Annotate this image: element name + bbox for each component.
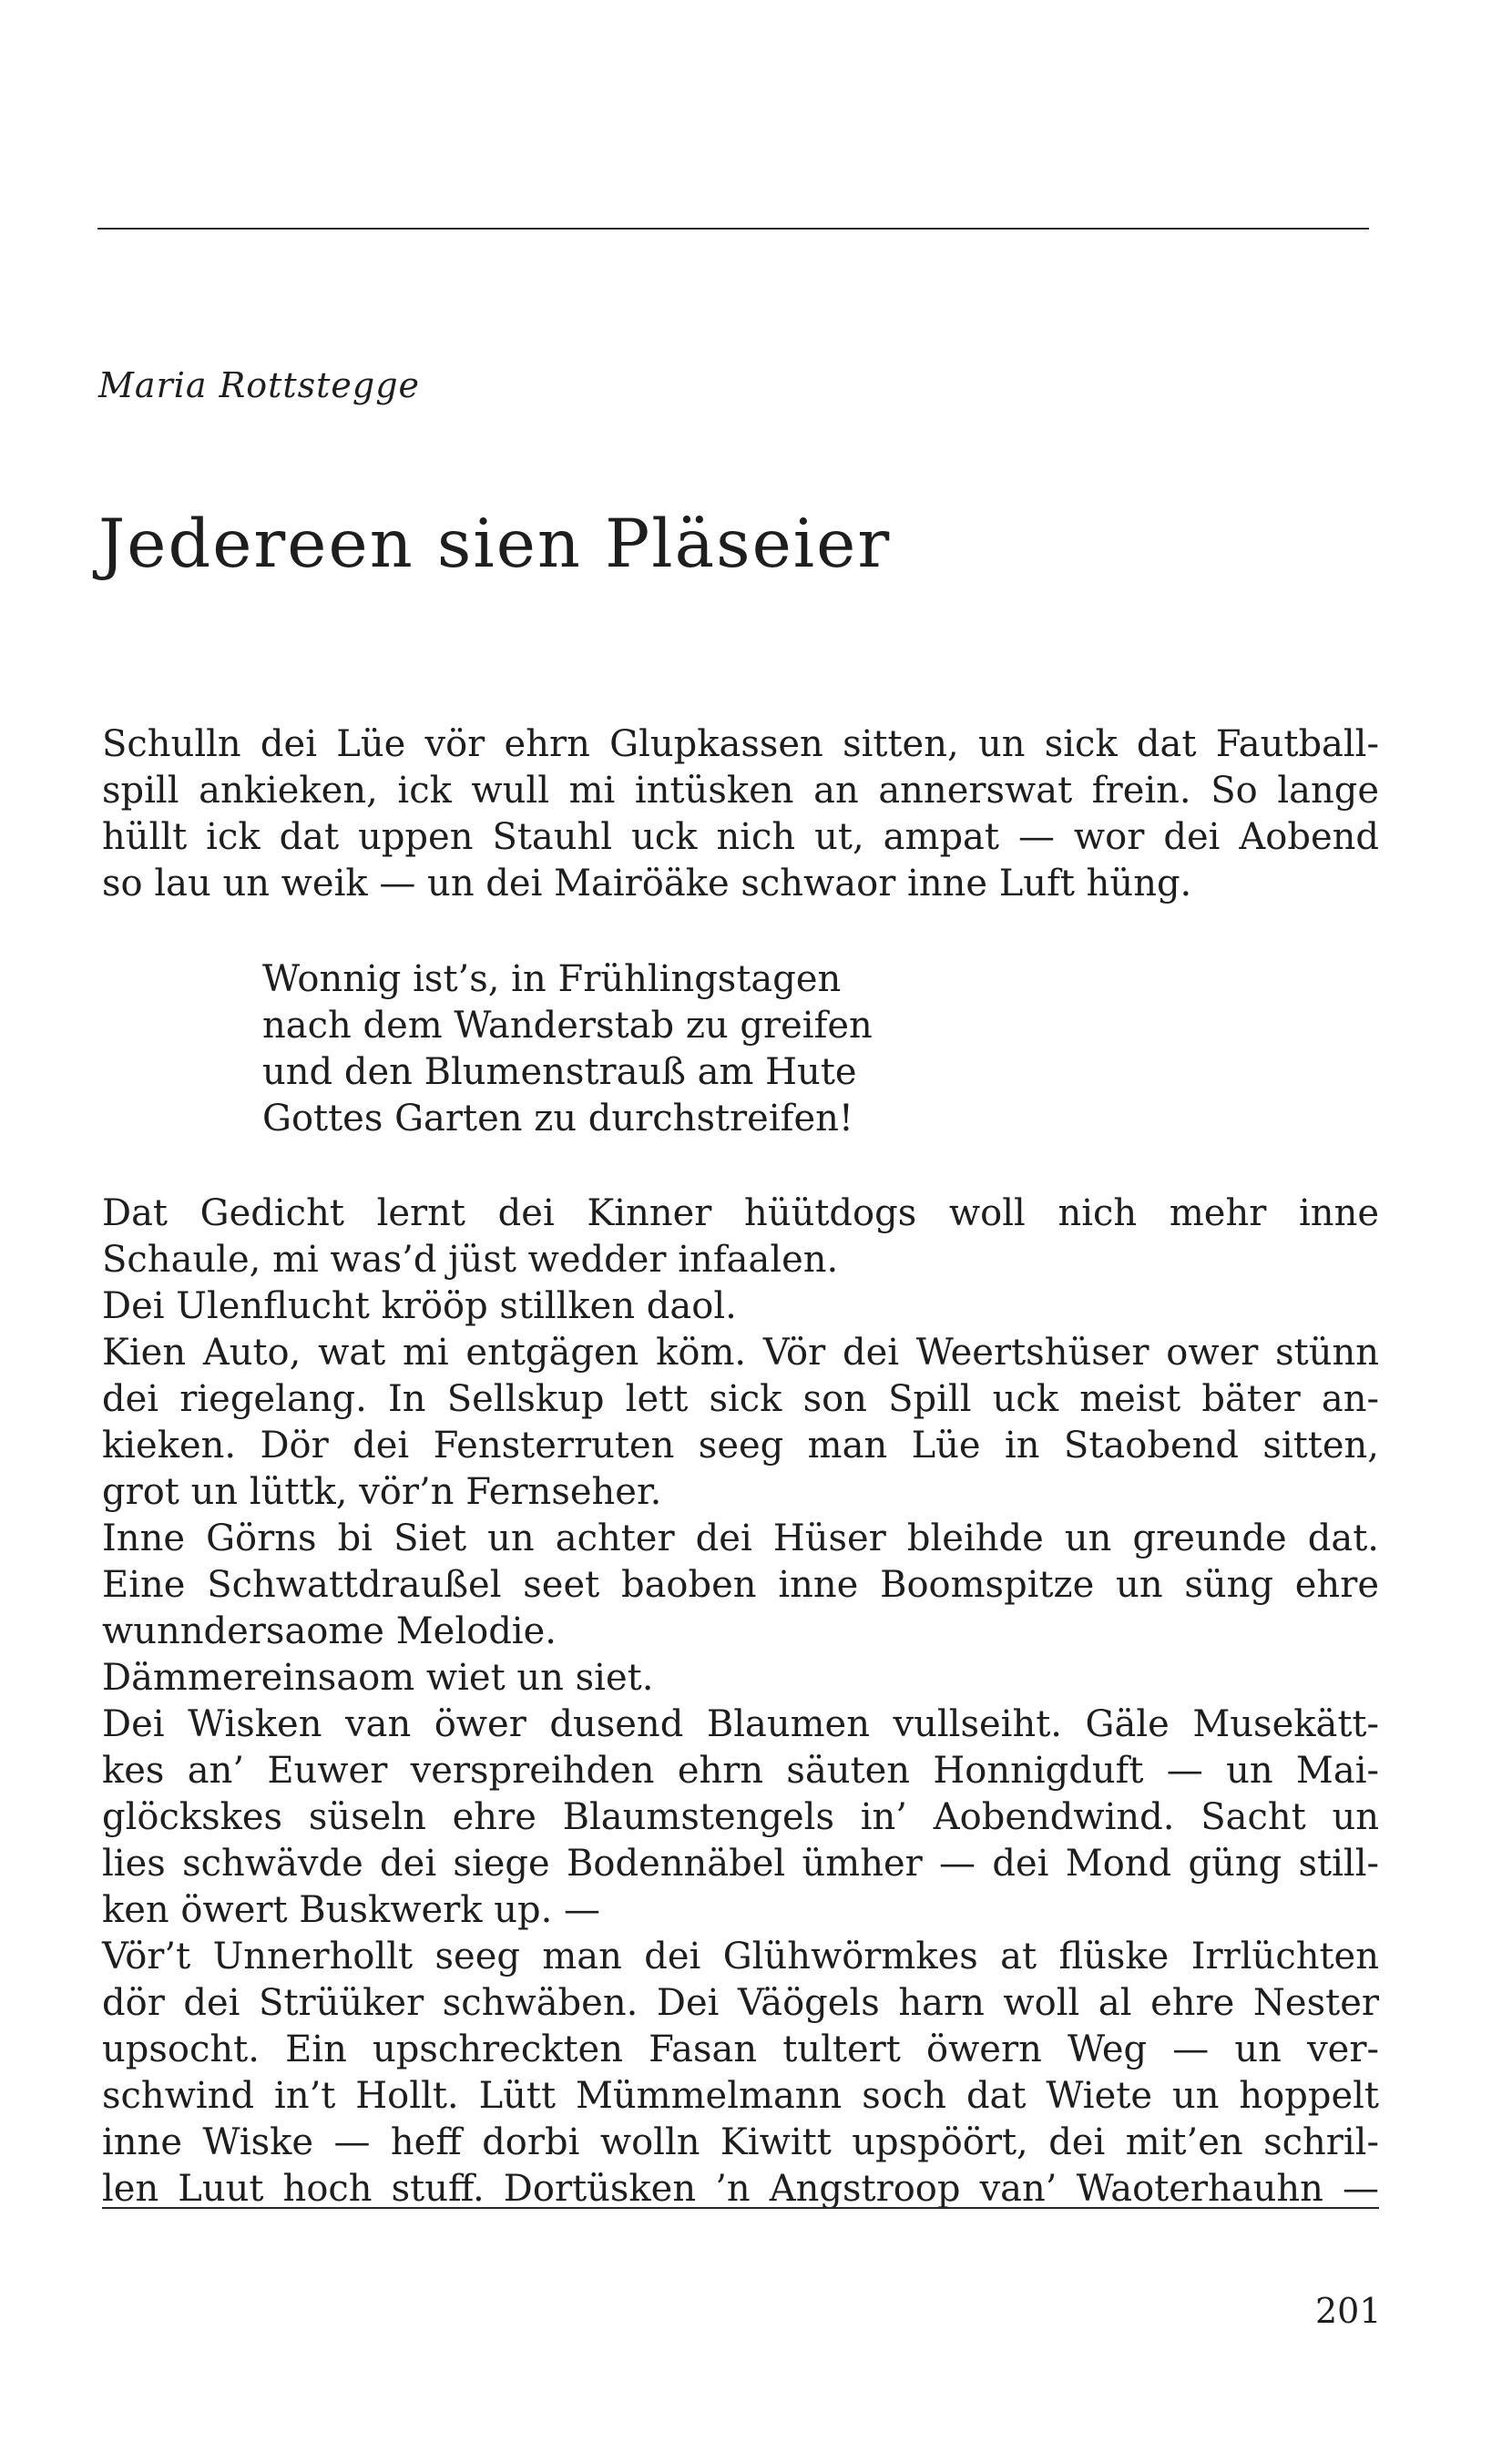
page-number: 201: [1315, 2291, 1382, 2331]
text-line: Schaule, mi was’d jüst wedder infaalen.: [102, 1239, 839, 1281]
author-name: Maria Rottstegge: [98, 365, 421, 405]
text-line: Dei Ulenflucht krööp stillken daol.: [102, 1285, 737, 1327]
text-line: dör dei Strüüker schwäben. Dei Väögels harn woll al ehre Nester: [102, 1982, 1379, 2024]
text-line: len Luut hoch stuff. Dortüsken ’n Angstroop van’ Waoterhauhn —: [102, 2168, 1379, 2210]
text-line: Dei Wisken van öwer dusend Blaumen vullseiht. Gäle Musekätt-: [102, 1703, 1379, 1745]
text-line: lies schwävde dei siege Bodennäbel ümher — dei Mond güng still-: [102, 1843, 1379, 1885]
poem-line: nach dem Wanderstab zu greifen: [262, 1005, 873, 1047]
text-line: ken öwert Buskwerk up. —: [102, 1889, 600, 1931]
text-line: Kien Auto, wat mi entgägen köm. Vör dei Weertshüser ower stünn: [102, 1332, 1379, 1374]
text-line: hüllt ick dat uppen Stauhl uck nich ut, ampat — wor dei Aobend: [102, 816, 1379, 858]
page-title: Jedereen sien Pläseier: [98, 506, 892, 583]
text-line: dei riegelang. In Sellskup lett sick son Spill uck meist bäter an-: [102, 1378, 1379, 1420]
top-rule: [97, 228, 1369, 230]
main-paragraph: [102, 1191, 1379, 2213]
poem-line: und den Blumenstrauß am Hute: [262, 1051, 857, 1093]
text-line: Eine Schwattdraußel seet baoben inne Boomspitze un süng ehre: [102, 1564, 1379, 1606]
text-line: glöckskes süseln ehre Blaumstengels in’ Aobendwind. Sacht un: [102, 1796, 1379, 1838]
text-line: Dat Gedicht lernt dei Kinner hüütdogs woll nich mehr inne: [102, 1192, 1379, 1234]
text-line: so lau un weik — un dei Mairöäke schwaor inne Luft hüng.: [102, 863, 1192, 904]
text-line: upsocht. Ein upschreckten Fasan tultert öwern Weg — un ver-: [102, 2029, 1379, 2070]
text-line: Dämmereinsaom wiet un siet.: [102, 1657, 654, 1699]
text-line: Vör’t Unnerhollt seeg man dei Glühwörmkes at flüske Irrlüchten: [102, 1936, 1379, 1978]
text-line: kieken. Dör dei Fensterruten seeg man Lüe in Staobend sitten,: [102, 1425, 1379, 1467]
poem-line: Wonnig ist’s, in Frühlingstagen: [262, 958, 842, 1000]
text-line: inne Wiske — heff dorbi wolln Kiwitt upspöört, dei mit’en schril-: [102, 2121, 1379, 2163]
text-line: grot un lüttk, vör’n Fernseher.: [102, 1471, 662, 1513]
poem-line: Gottes Garten zu durchstreifen!: [262, 1098, 853, 1140]
text-line: schwind in’t Hollt. Lütt Mümmelmann soch dat Wiete un hoppelt: [102, 2075, 1379, 2117]
bottom-rule: [102, 2207, 1379, 2209]
text-line: Inne Görns bi Siet un achter dei Hüser bleihde un greunde dat.: [102, 1518, 1379, 1559]
intro-paragraph: [102, 721, 1379, 907]
text-line: wunndersaome Melodie.: [102, 1610, 557, 1652]
text-line: kes an’ Euwer verspreihden ehrn säuten Honnigduft — un Mai-: [102, 1750, 1379, 1792]
text-line: Schulln dei Lüe vör ehrn Glupkassen sitten, un sick dat Fautball-: [102, 723, 1379, 765]
text-line: spill ankieken, ick wull mi intüsken an annerswat frein. So lange: [102, 770, 1379, 812]
poem-quote: [262, 956, 1082, 1142]
